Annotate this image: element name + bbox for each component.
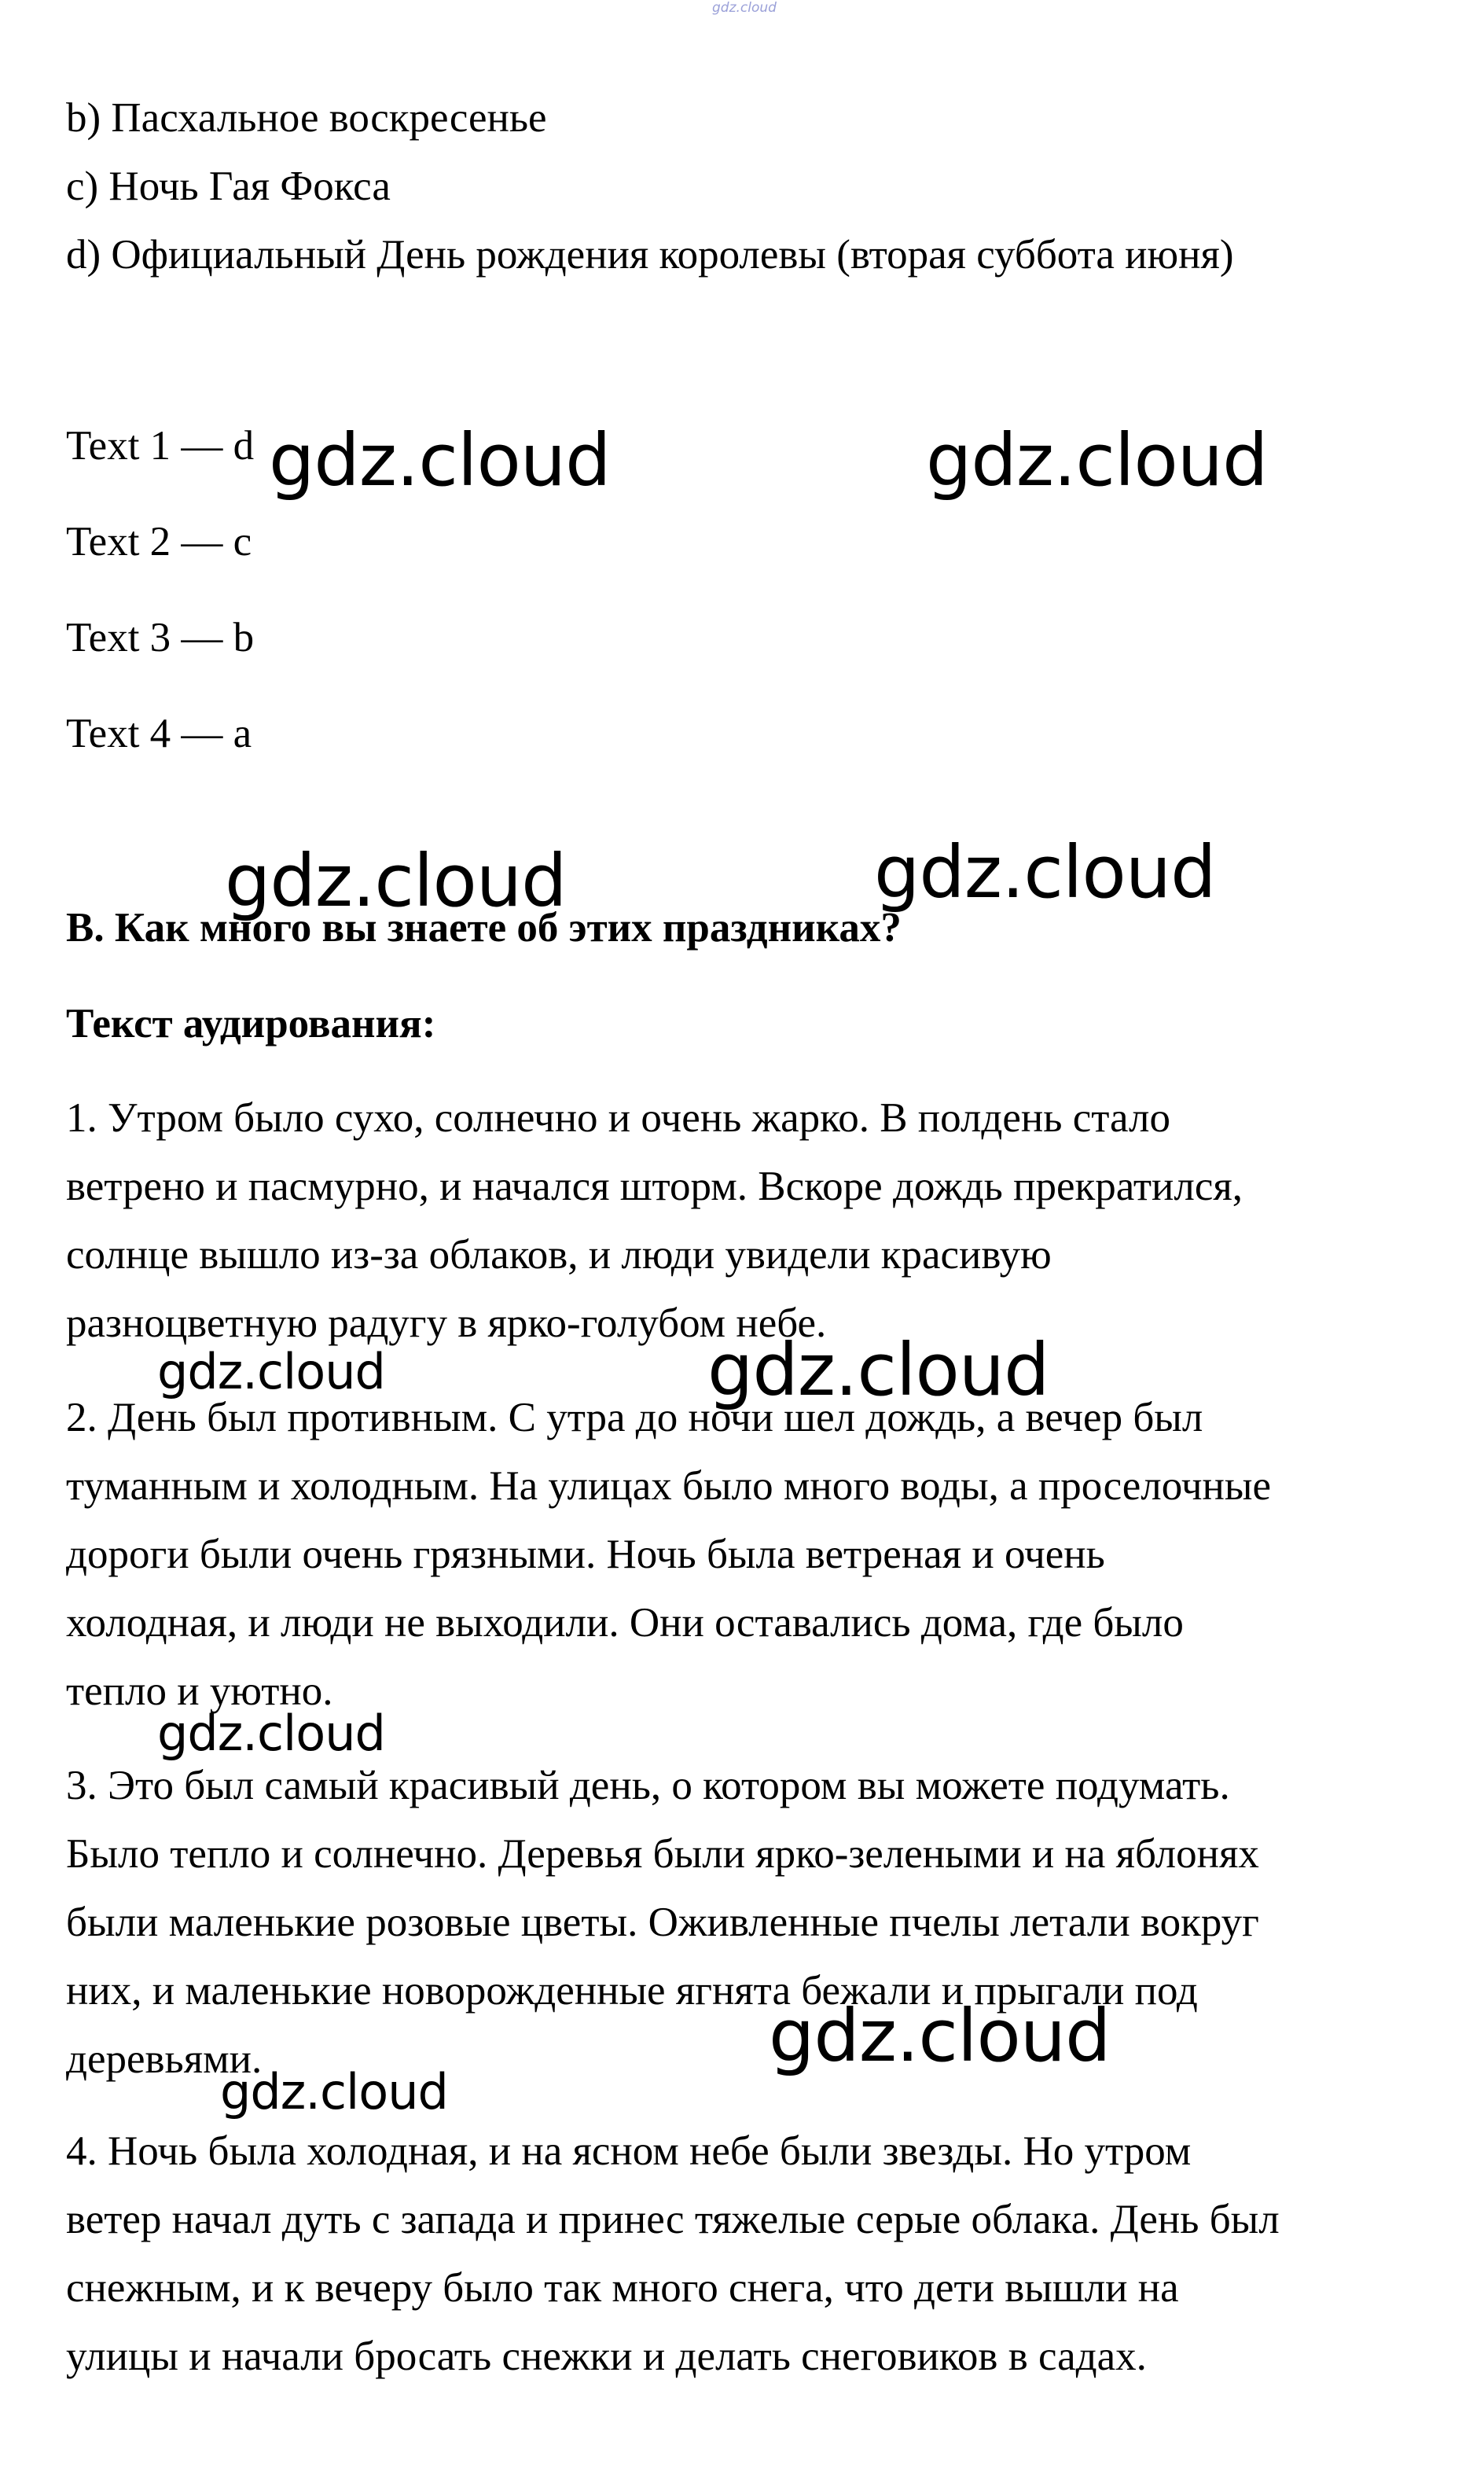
paragraph-line: 3. Это был самый красивый день, о котором вы можете подумать. [66, 1763, 1230, 1808]
answer-text-1: Text 1 — d [66, 423, 255, 469]
paragraph-line: дороги были очень грязными. Ночь была ветреная и очень [66, 1532, 1105, 1577]
paragraph-line: ветер начал дуть с запада и принес тяжелые серые облака. День был [66, 2197, 1280, 2242]
paragraph-2 [66, 1384, 1449, 1726]
paragraph-line: снежным, и к вечеру было так много снега, что дети вышли на [66, 2265, 1179, 2311]
paragraph-line: тепло и уютно. [66, 1668, 333, 1714]
answer-text-4: Text 4 — a [66, 711, 252, 756]
option-b: b) Пасхальное воскресенье [66, 95, 547, 141]
watermark: gdz.cloud [157, 1705, 385, 1762]
section-b-heading: B. Как много вы знаете об этих праздниках? [66, 905, 902, 951]
paragraph-line: ветрено и пасмурно, и начался шторм. Вскоре дождь прекратился, [66, 1164, 1243, 1209]
watermark: gdz.cloud [157, 1343, 385, 1400]
paragraph-line: улицы и начали бросать снежки и делать снеговиков в садах. [66, 2334, 1147, 2379]
paragraph-line: Было тепло и солнечно. Деревья были ярко-зелеными и на яблонях [66, 1831, 1259, 1877]
paragraph-1 [66, 1084, 1449, 1358]
watermark: gdz.cloud [269, 418, 611, 502]
option-d: d) Официальный День рождения королевы (вторая суббота июня) [66, 232, 1234, 278]
option-c: c) Ночь Гая Фокса [66, 164, 391, 209]
paragraph-line: деревьями. [66, 2036, 263, 2082]
watermark: gdz.cloud [707, 1328, 1049, 1412]
paragraph-line: холодная, и люди не выходили. Они оставались дома, где было [66, 1600, 1184, 1646]
paragraph-3 [66, 1752, 1449, 2094]
paragraph-line: разноцветную радугу в ярко-голубом небе. [66, 1300, 827, 1346]
watermark: gdz.cloud [769, 1994, 1111, 2078]
watermark: gdz.cloud [220, 2063, 448, 2120]
paragraph-line: 4. Ночь была холодная, и на ясном небе были звезды. Но утром [66, 2128, 1192, 2174]
paragraph-line: них, и маленькие новорожденные ягнята бежали и прыгали под [66, 1968, 1198, 2014]
watermark: gdz.cloud [225, 839, 567, 923]
answer-text-2: Text 2 — c [66, 519, 252, 565]
paragraph-line: 2. День был противным. С утра до ночи шел дождь, а вечер был [66, 1395, 1203, 1440]
paragraph-line: туманным и холодным. На улицах было много воды, а проселочные [66, 1463, 1271, 1509]
top-watermark: gdz.cloud [712, 0, 777, 16]
paragraph-line: солнце вышло из-за облаков, и люди увидели красивую [66, 1232, 1052, 1278]
paragraph-4 [66, 2117, 1449, 2391]
listening-text-heading: Текст аудирования: [66, 1001, 436, 1046]
paragraph-line: 1. Утром было сухо, солнечно и очень жарко. В полдень стало [66, 1095, 1170, 1141]
watermark: gdz.cloud [874, 830, 1216, 914]
watermark: gdz.cloud [926, 418, 1268, 502]
answer-text-3: Text 3 — b [66, 615, 255, 660]
paragraph-line: были маленькие розовые цветы. Оживленные пчелы летали вокруг [66, 1900, 1259, 1945]
